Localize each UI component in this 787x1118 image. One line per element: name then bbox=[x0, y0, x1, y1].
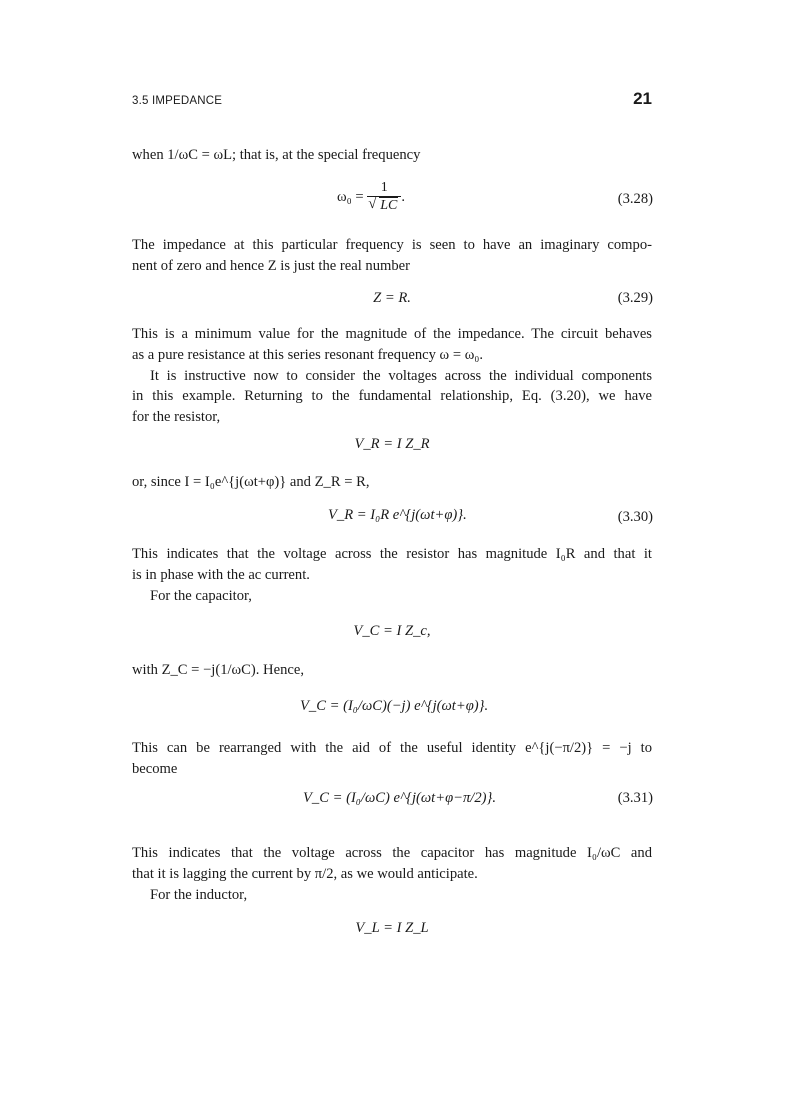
paragraph-1: when 1/ωC = ωL; that is, at the special frequency bbox=[132, 147, 421, 163]
equation-vr: V_R = I Z_R bbox=[354, 436, 430, 452]
equation-number-3-29: (3.29) bbox=[617, 290, 653, 306]
paragraph-7-line-1: This can be rearranged with the aid of the useful identity e^{j(−π/2)} = −j to bbox=[132, 740, 652, 756]
equation-number-3-28: (3.28) bbox=[617, 191, 653, 207]
page-number: 21 bbox=[633, 89, 652, 108]
eq-3-28-denominator: √ LC bbox=[367, 196, 401, 215]
paragraph-4: or, since I = I₀e^{j(ωt+φ)} and Z_R = R, bbox=[132, 474, 370, 490]
equation-vl: V_L = I Z_L bbox=[355, 920, 429, 936]
equation-vc-2: V_C = (I₀/ωC)(−j) e^{j(ωt+φ)}. bbox=[300, 698, 489, 714]
equation-vc: V_C = I Z_c, bbox=[353, 623, 431, 639]
paragraph-2-line-1: The impedance at this particular frequency is seen to have an imaginary compo- bbox=[132, 237, 652, 253]
equation-3-30: V_R = I₀R e^{j(ωt+φ)}. bbox=[328, 507, 467, 523]
paragraph-3-line-2: as a pure resistance at this series resonant frequency ω = ω₀. bbox=[132, 346, 484, 363]
equation-3-28: ω₀ = 1 √ LC . bbox=[337, 180, 405, 215]
paragraph-8-line-3: For the inductor, bbox=[150, 886, 248, 903]
equation-number-3-31: (3.31) bbox=[617, 790, 653, 806]
paragraph-8-line-1: This indicates that the voltage across the capacitor has magnitude I₀/ωC and bbox=[132, 845, 652, 861]
paragraph-7 bbox=[132, 738, 652, 780]
eq-3-28-fraction bbox=[367, 180, 401, 215]
paragraph-6: with Z_C = −j(1/ωC). Hence, bbox=[132, 662, 304, 678]
equation-3-31: V_C = (I₀/ωC) e^{j(ωt+φ−π/2)}. bbox=[303, 790, 497, 806]
paragraph-8-line-2: that it is lagging the current by π/2, as we would anticipate. bbox=[132, 865, 478, 882]
paragraph-7-line-2: become bbox=[132, 760, 178, 777]
paragraph-5-line-2: is in phase with the ac current. bbox=[132, 566, 310, 583]
paragraph-8 bbox=[132, 843, 652, 905]
paragraph-2 bbox=[132, 235, 652, 277]
eq-3-28-numerator: 1 bbox=[380, 180, 388, 195]
paragraph-5 bbox=[132, 544, 652, 606]
equation-3-29: Z = R. bbox=[373, 290, 411, 306]
paragraph-2-line-2: nent of zero and hence Z is just the real number bbox=[132, 257, 410, 274]
paragraph-3-line-5: for the resistor, bbox=[132, 409, 221, 426]
equation-number-3-30: (3.30) bbox=[617, 509, 653, 525]
paragraph-3-line-4: in this example. Returning to the fundamental relationship, Eq. (3.20), we have bbox=[132, 388, 652, 405]
paragraph-5-line-3: For the capacitor, bbox=[150, 587, 252, 604]
paragraph-3 bbox=[132, 324, 652, 428]
running-head: 3.5 IMPEDANCE bbox=[132, 95, 223, 107]
paragraph-3-line-1: This is a minimum value for the magnitude of the impedance. The circuit behaves bbox=[132, 326, 652, 342]
paragraph-3-line-3: It is instructive now to consider the voltages across the individual components bbox=[150, 367, 652, 384]
eq-3-28-lhs: ω₀ = bbox=[337, 188, 364, 205]
paragraph-5-line-1: This indicates that the voltage across the resistor has magnitude I₀R and that it bbox=[132, 546, 652, 562]
